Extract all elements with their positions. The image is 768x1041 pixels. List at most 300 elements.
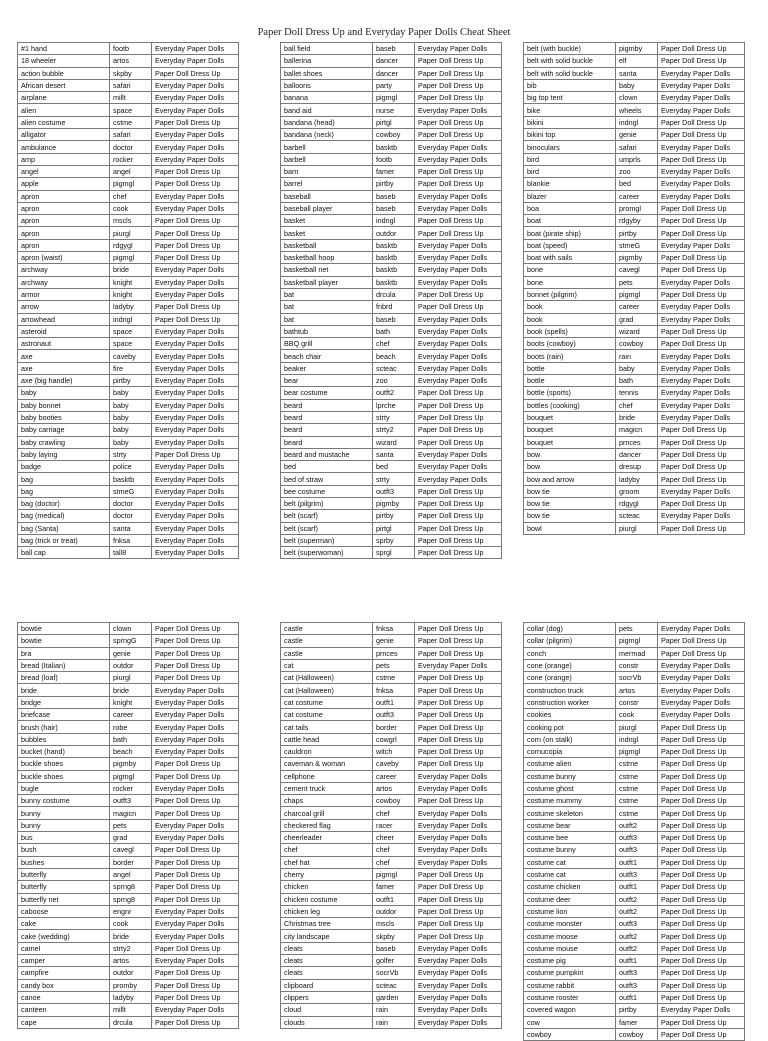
item-name: butterfly net: [18, 893, 110, 905]
source-label: Paper Doll Dress Up: [415, 881, 502, 893]
item-name: arrowhead: [18, 313, 110, 325]
table-row: [524, 1028, 745, 1040]
item-name: astronaut: [18, 338, 110, 350]
item-name: bow tie: [524, 497, 616, 509]
table-row: [18, 55, 239, 67]
item-name: bat: [281, 301, 373, 313]
doll-code: space: [110, 325, 152, 337]
source-label: Paper Doll Dress Up: [658, 647, 745, 659]
item-name: buckle shoes: [18, 758, 110, 770]
source-label: Paper Doll Dress Up: [152, 967, 239, 979]
doll-code: dancer: [373, 67, 415, 79]
item-name: basketball player: [281, 276, 373, 288]
item-name: cat tails: [281, 721, 373, 733]
source-label: Paper Doll Dress Up: [658, 227, 745, 239]
table-row: [524, 770, 745, 782]
table-row: [18, 264, 239, 276]
doll-code: rocker: [110, 782, 152, 794]
item-name: cooking pot: [524, 721, 616, 733]
source-label: Everyday Paper Dolls: [415, 313, 502, 325]
doll-code: cavegl: [110, 844, 152, 856]
item-name: binoculars: [524, 141, 616, 153]
item-name: basket: [281, 215, 373, 227]
source-label: Paper Doll Dress Up: [658, 129, 745, 141]
item-name: apron: [18, 202, 110, 214]
table-row: [18, 1016, 239, 1028]
table-row: [18, 165, 239, 177]
doll-code: dancer: [373, 55, 415, 67]
item-name: baby laying: [18, 448, 110, 460]
table-row: [524, 264, 745, 276]
source-label: Everyday Paper Dolls: [152, 375, 239, 387]
doll-code: rdgygl: [616, 497, 658, 509]
source-label: Everyday Paper Dolls: [415, 819, 502, 831]
source-label: Everyday Paper Dolls: [152, 338, 239, 350]
item-name: cake: [18, 918, 110, 930]
table-row: [281, 782, 502, 794]
doll-code: pirtby: [373, 178, 415, 190]
doll-code: wizard: [373, 436, 415, 448]
source-label: Everyday Paper Dolls: [152, 510, 239, 522]
item-name: caveman & woman: [281, 758, 373, 770]
item-name: 18 wheeler: [18, 55, 110, 67]
table-row: [524, 745, 745, 757]
doll-code: dresup: [616, 461, 658, 473]
table-row: [18, 510, 239, 522]
source-label: Paper Doll Dress Up: [152, 252, 239, 264]
doll-code: piurgl: [616, 721, 658, 733]
table-row: [18, 436, 239, 448]
table-row: [18, 635, 239, 647]
item-name: bowtie: [18, 623, 110, 635]
source-label: Everyday Paper Dolls: [415, 1016, 502, 1028]
source-label: Paper Doll Dress Up: [658, 733, 745, 745]
table-row: [281, 129, 502, 141]
table-row: [524, 795, 745, 807]
table-row: [524, 104, 745, 116]
table-row: [18, 868, 239, 880]
item-name: cat (Halloween): [281, 672, 373, 684]
table-row: [18, 239, 239, 251]
table-row: [524, 647, 745, 659]
table-row: [524, 522, 745, 534]
item-name: bed: [281, 461, 373, 473]
doll-code: baby: [110, 411, 152, 423]
table-row: [281, 141, 502, 153]
item-name: bib: [524, 79, 616, 91]
source-label: Paper Doll Dress Up: [658, 807, 745, 819]
table-row: [281, 301, 502, 313]
table-row: [281, 473, 502, 485]
source-label: Paper Doll Dress Up: [152, 116, 239, 128]
doll-code: strty2: [373, 424, 415, 436]
source-label: Paper Doll Dress Up: [415, 497, 502, 509]
item-name: cape: [18, 1016, 110, 1028]
doll-code: millt: [110, 1004, 152, 1016]
source-label: Paper Doll Dress Up: [658, 202, 745, 214]
source-label: Paper Doll Dress Up: [152, 795, 239, 807]
table-row: [524, 227, 745, 239]
doll-code: bride: [110, 264, 152, 276]
source-label: Everyday Paper Dolls: [152, 1004, 239, 1016]
item-name: basketball: [281, 239, 373, 251]
doll-code: stmeG: [110, 485, 152, 497]
table-row: [18, 461, 239, 473]
table-row: [281, 547, 502, 559]
item-name: basketball hoop: [281, 252, 373, 264]
item-name: bird: [524, 165, 616, 177]
source-label: Paper Doll Dress Up: [658, 473, 745, 485]
table-row: [281, 881, 502, 893]
source-label: Paper Doll Dress Up: [415, 918, 502, 930]
item-name: bushes: [18, 856, 110, 868]
source-label: Paper Doll Dress Up: [658, 43, 745, 55]
table-row: [281, 276, 502, 288]
source-label: Paper Doll Dress Up: [658, 930, 745, 942]
item-name: baby carriage: [18, 424, 110, 436]
source-label: Paper Doll Dress Up: [658, 55, 745, 67]
item-name: belt (scarf): [281, 510, 373, 522]
table-row: [524, 92, 745, 104]
item-name: belt (pilgrim): [281, 497, 373, 509]
table-row: [524, 202, 745, 214]
doll-code: basktb: [373, 264, 415, 276]
source-label: Everyday Paper Dolls: [658, 672, 745, 684]
source-label: Paper Doll Dress Up: [658, 844, 745, 856]
table-row: [281, 104, 502, 116]
source-label: Everyday Paper Dolls: [152, 684, 239, 696]
doll-code: indngl: [373, 215, 415, 227]
item-name: cake (wedding): [18, 930, 110, 942]
doll-code: outft2: [616, 819, 658, 831]
doll-code: border: [373, 721, 415, 733]
doll-code: doctor: [110, 141, 152, 153]
source-label: Paper Doll Dress Up: [658, 497, 745, 509]
table-row: [524, 868, 745, 880]
source-label: Paper Doll Dress Up: [658, 215, 745, 227]
table-row: [281, 387, 502, 399]
item-name: cleats: [281, 942, 373, 954]
source-label: Everyday Paper Dolls: [152, 696, 239, 708]
table-row: [524, 301, 745, 313]
doll-code: elf: [616, 55, 658, 67]
source-label: Paper Doll Dress Up: [152, 893, 239, 905]
doll-code: pigmby: [373, 497, 415, 509]
item-name: beard and mustache: [281, 448, 373, 460]
doll-code: wheels: [616, 104, 658, 116]
item-name: beard: [281, 424, 373, 436]
doll-code: garden: [373, 991, 415, 1003]
doll-code: rain: [616, 350, 658, 362]
table-row: [524, 942, 745, 954]
item-name: ballerina: [281, 55, 373, 67]
source-label: Paper Doll Dress Up: [658, 721, 745, 733]
table-row: [281, 153, 502, 165]
source-label: Paper Doll Dress Up: [658, 795, 745, 807]
source-label: Paper Doll Dress Up: [415, 178, 502, 190]
doll-code: pirtgl: [373, 116, 415, 128]
doll-code: career: [373, 770, 415, 782]
item-name: apron (waist): [18, 252, 110, 264]
doll-code: magicn: [616, 424, 658, 436]
table-row: [524, 684, 745, 696]
source-label: Everyday Paper Dolls: [415, 991, 502, 1003]
item-name: costume rabbit: [524, 979, 616, 991]
source-label: Paper Doll Dress Up: [152, 67, 239, 79]
table-row: [281, 967, 502, 979]
doll-code: piurgl: [110, 227, 152, 239]
item-name: bunny: [18, 807, 110, 819]
doll-code: pets: [616, 276, 658, 288]
doll-code: baseb: [373, 43, 415, 55]
doll-code: pigmgl: [373, 92, 415, 104]
source-label: Paper Doll Dress Up: [152, 215, 239, 227]
source-label: Paper Doll Dress Up: [415, 733, 502, 745]
source-label: Everyday Paper Dolls: [152, 930, 239, 942]
item-name: boots (cowboy): [524, 338, 616, 350]
item-name: bow: [524, 461, 616, 473]
item-name: boat with sails: [524, 252, 616, 264]
source-label: Everyday Paper Dolls: [658, 239, 745, 251]
item-name: cat costume: [281, 709, 373, 721]
doll-code: angel: [110, 165, 152, 177]
doll-code: cowboy: [616, 1028, 658, 1040]
source-label: Paper Doll Dress Up: [658, 522, 745, 534]
table-row: [524, 436, 745, 448]
item-name: Christmas tree: [281, 918, 373, 930]
item-name: cone (orange): [524, 659, 616, 671]
doll-code: famer: [616, 1016, 658, 1028]
table-row: [524, 190, 745, 202]
source-label: Paper Doll Dress Up: [415, 635, 502, 647]
table-row: [524, 276, 745, 288]
source-label: Paper Doll Dress Up: [415, 387, 502, 399]
item-name: bread (loaf): [18, 672, 110, 684]
doll-code: constr: [616, 696, 658, 708]
doll-code: chef: [373, 338, 415, 350]
doll-code: pigmgl: [110, 178, 152, 190]
source-label: Everyday Paper Dolls: [658, 399, 745, 411]
table-row: [524, 79, 745, 91]
item-name: bubbles: [18, 733, 110, 745]
doll-code: fire: [110, 362, 152, 374]
doll-code: cstme: [110, 116, 152, 128]
item-name: bag: [18, 473, 110, 485]
source-label: Paper Doll Dress Up: [152, 942, 239, 954]
source-label: Paper Doll Dress Up: [415, 399, 502, 411]
table-row: [281, 92, 502, 104]
item-name: caboose: [18, 905, 110, 917]
doll-code: beach: [373, 350, 415, 362]
table-row: [281, 770, 502, 782]
source-label: Everyday Paper Dolls: [415, 252, 502, 264]
table-row: [524, 116, 745, 128]
item-name: briefcase: [18, 709, 110, 721]
table-row: [281, 758, 502, 770]
doll-code: santa: [373, 448, 415, 460]
item-name: asteroid: [18, 325, 110, 337]
doll-code: pigmby: [110, 758, 152, 770]
doll-code: grad: [110, 832, 152, 844]
item-name: archway: [18, 276, 110, 288]
source-label: Paper Doll Dress Up: [415, 436, 502, 448]
table-row: [281, 635, 502, 647]
doll-code: fnksa: [110, 534, 152, 546]
item-name: cellphone: [281, 770, 373, 782]
source-label: Everyday Paper Dolls: [152, 819, 239, 831]
doll-code: clown: [616, 92, 658, 104]
doll-code: prnces: [616, 436, 658, 448]
item-name: costume cat: [524, 856, 616, 868]
table-row: [524, 832, 745, 844]
doll-code: drcula: [373, 288, 415, 300]
item-name: chicken costume: [281, 893, 373, 905]
source-label: Paper Doll Dress Up: [658, 461, 745, 473]
table-row: [524, 1016, 745, 1028]
item-name: barrel: [281, 178, 373, 190]
source-label: Paper Doll Dress Up: [152, 165, 239, 177]
table-row: [18, 497, 239, 509]
table-row: [18, 399, 239, 411]
table-row: [18, 202, 239, 214]
table-row: [18, 733, 239, 745]
item-name: bird: [524, 153, 616, 165]
table-row: [524, 635, 745, 647]
source-label: Paper Doll Dress Up: [658, 893, 745, 905]
item-name: boat: [524, 215, 616, 227]
table-row: [281, 672, 502, 684]
item-name: baseball player: [281, 202, 373, 214]
table-row: [524, 696, 745, 708]
source-label: Paper Doll Dress Up: [658, 325, 745, 337]
item-name: apple: [18, 178, 110, 190]
doll-code: santa: [110, 522, 152, 534]
item-name: cowboy: [524, 1028, 616, 1040]
table-row: [524, 955, 745, 967]
source-label: Paper Doll Dress Up: [152, 770, 239, 782]
source-label: Paper Doll Dress Up: [658, 955, 745, 967]
doll-code: zoo: [373, 375, 415, 387]
item-name: balloons: [281, 79, 373, 91]
table-row: [281, 868, 502, 880]
table-row: [524, 313, 745, 325]
table-row: [281, 338, 502, 350]
item-name: boa: [524, 202, 616, 214]
item-name: costume monster: [524, 918, 616, 930]
item-name: costume mouse: [524, 942, 616, 954]
item-name: bowtie: [18, 635, 110, 647]
source-label: Everyday Paper Dolls: [415, 325, 502, 337]
source-label: Paper Doll Dress Up: [152, 844, 239, 856]
item-name: beard: [281, 399, 373, 411]
item-name: cat (Halloween): [281, 684, 373, 696]
source-label: Paper Doll Dress Up: [415, 684, 502, 696]
doll-code: baseb: [373, 313, 415, 325]
source-label: Everyday Paper Dolls: [415, 362, 502, 374]
table-row: [18, 795, 239, 807]
item-name: armor: [18, 288, 110, 300]
item-name: bow and arrow: [524, 473, 616, 485]
table-row: [524, 782, 745, 794]
item-name: checkered flag: [281, 819, 373, 831]
table-row: [524, 721, 745, 733]
item-name: costume alien: [524, 758, 616, 770]
doll-code: rocker: [110, 153, 152, 165]
source-label: Paper Doll Dress Up: [415, 424, 502, 436]
doll-code: footb: [373, 153, 415, 165]
item-name: butterfly: [18, 881, 110, 893]
table-row: [18, 918, 239, 930]
doll-code: bed: [616, 178, 658, 190]
doll-code: scteac: [373, 979, 415, 991]
doll-code: bed: [373, 461, 415, 473]
item-name: castle: [281, 635, 373, 647]
doll-code: indngl: [616, 116, 658, 128]
source-label: Everyday Paper Dolls: [658, 510, 745, 522]
item-name: banana: [281, 92, 373, 104]
doll-code: space: [110, 338, 152, 350]
doll-code: outft3: [616, 844, 658, 856]
source-label: Paper Doll Dress Up: [415, 79, 502, 91]
doll-code: outft1: [373, 696, 415, 708]
item-name: bush: [18, 844, 110, 856]
item-name: belt (scarf): [281, 522, 373, 534]
doll-code: outft3: [616, 967, 658, 979]
source-label: Paper Doll Dress Up: [415, 92, 502, 104]
table-row: [18, 116, 239, 128]
table-row: [281, 264, 502, 276]
source-label: Everyday Paper Dolls: [152, 485, 239, 497]
table-row: [281, 178, 502, 190]
doll-code: chef: [110, 190, 152, 202]
doll-code: socrVb: [616, 672, 658, 684]
item-name: costume bunny: [524, 770, 616, 782]
doll-code: space: [110, 104, 152, 116]
item-name: archway: [18, 264, 110, 276]
item-name: clippers: [281, 991, 373, 1003]
table-row: [281, 215, 502, 227]
source-label: Everyday Paper Dolls: [152, 264, 239, 276]
table-row: [18, 955, 239, 967]
doll-code: artos: [110, 55, 152, 67]
item-name: bag (doctor): [18, 497, 110, 509]
table-row: [18, 79, 239, 91]
table-row: [524, 411, 745, 423]
source-label: Everyday Paper Dolls: [152, 955, 239, 967]
doll-code: sprngG: [110, 635, 152, 647]
source-label: Everyday Paper Dolls: [152, 55, 239, 67]
doll-code: scteac: [616, 510, 658, 522]
table-row: [18, 647, 239, 659]
table-row: [18, 844, 239, 856]
item-name: blankie: [524, 178, 616, 190]
item-name: costume bee: [524, 832, 616, 844]
item-name: amp: [18, 153, 110, 165]
source-label: Everyday Paper Dolls: [415, 350, 502, 362]
source-label: Paper Doll Dress Up: [658, 967, 745, 979]
item-name: bra: [18, 647, 110, 659]
doll-code: santa: [616, 67, 658, 79]
doll-code: ladyby: [110, 301, 152, 313]
item-name: costume deer: [524, 893, 616, 905]
item-name: bucket (hand): [18, 745, 110, 757]
source-label: Paper Doll Dress Up: [415, 485, 502, 497]
table-row: [18, 991, 239, 1003]
source-label: Paper Doll Dress Up: [415, 795, 502, 807]
source-label: Paper Doll Dress Up: [658, 942, 745, 954]
doll-code: outdor: [373, 227, 415, 239]
item-name: costume lion: [524, 905, 616, 917]
